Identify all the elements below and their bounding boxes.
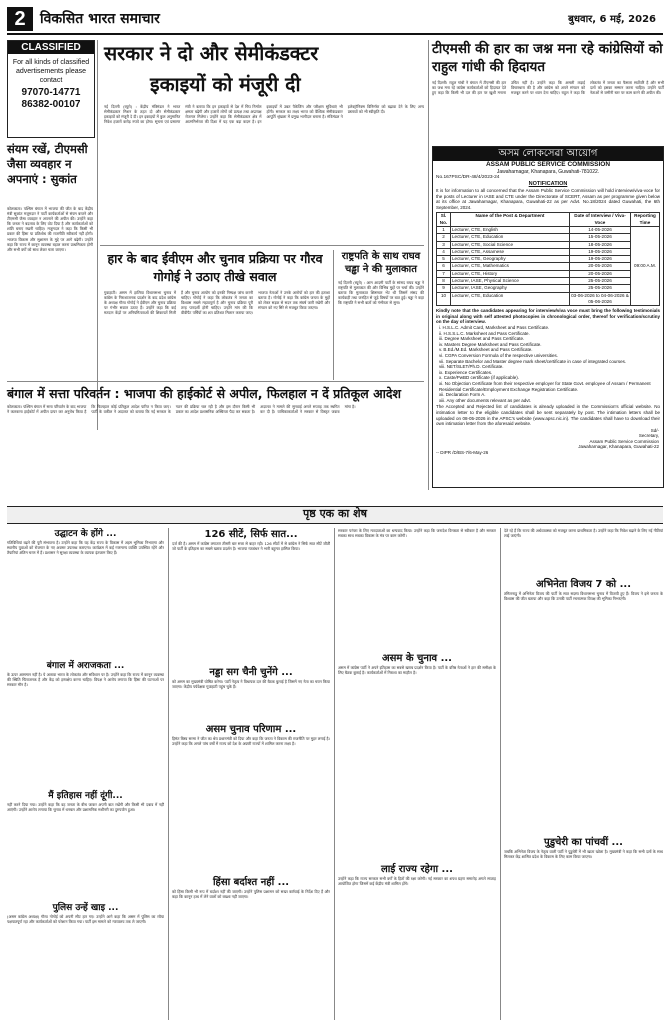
left-story-body: कोलकाता। पश्चिम बंगाल में भाजपा की जीत के बाद केंद्रीय मंत्री सुकांत मजूमदार ने पार्टी कार्यकर्ताओं से संयम बरतने और टीएमसी जैसा व्यवहार न अपनाने की अपील की। उन्होंने कहा कि जनता ने बदलाव के लिए वोट दिया है और कार्यकर्ताओं को शांति बनाए रखनी चाहिए। मजूमदार ने कहा कि किसी भी प्रकार की हिंसा या प्रतिशोध की राजनीति स्वीकार्य नहीं होगी। भाजपा विकास और सुशासन के मुद्दे पर आगे बढ़ेगी। उन्होंने कहा कि राज्य में कानून व्यवस्था बहाल करना प्राथमिकता होगी और सभी वर्गों को साथ लेकर चला जाएगा। — [7, 206, 93, 252]
table-cell: 25-05-2026 — [570, 278, 631, 285]
classified-phone-1: 97070-14771 — [21, 87, 81, 98]
classified-body: For all kinds of classified advertisements please contact — [12, 59, 90, 84]
table-cell: Lecturer, CTE, Geography — [451, 256, 570, 263]
continued-headline: असम चुनाव परिणाम ... — [205, 724, 297, 735]
page-number: 2 — [14, 8, 26, 30]
continued-headline: उद्घाटन के होंगे ... — [54, 529, 117, 539]
table-cell: Lecturer, IASE, Geography — [451, 285, 570, 292]
table-row — [437, 285, 660, 292]
document-item: iv. Masters Degree Marksheet and Pass Certificate. — [439, 341, 542, 347]
continued-body: हिमंत बिस्व सरमा ने जीत का श्रेय प्रधानमंत्री को दिया और कहा कि जनता ने विकास की राजनीति पर मुहर लगाई है। उन्होंने कहा कि अगले पांच वर्षों में राज्य को देश के अग्रणी राज्यों में शामिल करना लक्ष्य है। — [172, 736, 330, 747]
column-header: Sl. No. — [437, 213, 451, 227]
secretary-title: Secretary, — [638, 433, 659, 439]
table-cell: Lecturer, CTE, Education — [451, 292, 570, 306]
table-cell: Lecturer, CTE, English — [451, 226, 570, 233]
continued-body: गतिविधियां बढ़ने की पूरी संभावना है। उन्होंने कहा कि यह केंद्र राज्य के विकास में अहम भूमिका निभाएगा और स्थानीय युवाओं को रोजगार के नए अवसर उपलब्ध कराएगा। कार्यक्रम में कई गणमान्य व्यक्ति उपस्थित रहेंगे और तैयारियां अंतिम चरण में हैं। प्रशासन ने सुरक्षा व्यवस्था के व्यापक इंतजाम किए हैं। — [7, 540, 164, 556]
continued-body: उन्होंने कहा कि राज्य सरकार सभी वर्गों के हितों की रक्षा करेगी। नई सरकार का शपथ ग्रहण समारोह अगले सप्ताह आयोजित होगा जिसमें कई केंद्रीय मंत्री शामिल होंगे। — [338, 876, 496, 887]
table-cell: Lecturer, CTE, Education — [451, 234, 570, 241]
continued-body: को हिंसा किसी भी रूप में बर्दाश्त नहीं की जाएगी। उन्होंने पुलिस प्रशासन को सख्त कार्रवाई के निर्देश दिए हैं और कहा कि कानून हाथ में लेने वालों को बख्शा नहीं जाएगा। — [172, 889, 330, 900]
lead-story-columns — [104, 104, 424, 242]
gaurav-headline: हार के बाद ईवीएम और चुनाव प्रक्रिया पर गौरव गोगोई ने उठाए तीखे सवाल — [107, 251, 323, 284]
table-row — [437, 292, 660, 306]
table-cell: 3 — [437, 241, 451, 248]
table-cell: 25-05-2026 — [570, 285, 631, 292]
continued-body: के ऊपर आसमान नहीं है। ये अलावा भारत के लोकतंत्र और सविधान पर है। उन्होंने कहा कि राज्य में कानून व्यवस्था की स्थिति चिंताजनक है और केंद्र को हस्तक्षेप करना चाहिए। विपक्ष ने आरोप लगाया कि हिंसा की घटनाओं पर सरकार मौन है। — [7, 672, 164, 688]
notice-intro: It is for information to all concerned that the Assam Public Service Commission will hold interview/viva-voce for the posts of Lecturer in IASE and CTE under the Directorate of SCERT, Assam as per programme given below at its office at Jawaharnagar, Khanapara, Guwahati-22 as per Advt. No.18/2024 dated Guwahati, the 6th September, 2024. — [436, 188, 660, 210]
sign-label: Sd/- — [650, 427, 659, 433]
continued-body: (असम कांग्रेस अध्यक्ष) गौरव गोगोई को अपनी सीट हार गए। उन्होंने आगे कहा कि असम में पुलिस का रवैया पक्षपातपूर्ण रहा और कार्यकर्ताओं को परेशान किया गया। पार्टी इस मामले को न्यायालय तक ले जाएगी। — [7, 914, 164, 925]
section-rule — [100, 245, 424, 246]
document-item: vi. CGPA Conversion Formula of the respective universities. — [439, 352, 558, 358]
continued-body: देते रहे हैं कि राज्य की अर्थव्यवस्था को मजबूत करना प्राथमिकता है। उन्होंने कहा कि निवेश बढ़ाने के लिए नई नीतियां लाई जाएंगी। — [504, 528, 663, 539]
table-row — [437, 226, 660, 233]
notice-signature — [433, 428, 663, 450]
notice-instructions: Kindly note that the candidates appearing for interview/viva voce must bring the following testimonials in original along with self attested photocopies in chronological order, thereof for verification/scrutiny on the day of interview. — [436, 308, 660, 325]
continued-body: सरकार परंपरा के लिए मतदाताओं का धन्यवाद किया। उन्होंने कहा कि जनादेश विनम्रता से स्वीकार है और सरकार सबका साथ सबका विकास के मंत्र पर काम करेगी। — [338, 528, 496, 539]
table-cell: Lecturer, IASE, Physical Science — [451, 278, 570, 285]
bengal-headline: बंगाल में सत्ता परिवर्तन : भाजपा की हाईकोर्ट से अपील, फिलहाल न दें प्रतिकूल आदेश — [7, 386, 401, 401]
continued-body: दर्ज की है। असम में कांग्रेस लगातार तीसरी बार सत्ता से बाहर रही। 126 सीटों में से कांग्रेस ने सिर्फ सात सीटें जीतीं जो पार्टी के इतिहास का सबसे खराब प्रदर्शन है। भाजपा गठबंधन ने भारी बहुमत हासिल किया। — [172, 541, 330, 552]
notice-address: Jawaharnagar, Khanapara, Guwahati-781022. — [496, 169, 600, 175]
bengal-story-columns — [7, 404, 424, 488]
lead-headline-1: सरकार ने दो और सेमीकंडक्टर — [104, 42, 319, 65]
document-item: x. Caste/PwBD certificate (if applicable). — [439, 375, 520, 381]
gaurav-story-body: गुवाहाटी। असम में हालिया विधानसभा चुनाव में कांग्रेस के निराशाजनक प्रदर्शन के बाद प्रदेश कांग्रेस के अध्यक्ष गौरव गोगोई ने ईवीएम और चुनाव प्रक्रिया पर गंभीर सवाल उठाए हैं। उन्होंने कहा कि कई मतदान केंद्रों पर अनियमितताओं की शिकायतें मिली हैं और चुनाव आयोग को इनकी निष्पक्ष जांच करनी चाहिए। गोगोई ने कहा कि लोकतंत्र में जनता का विश्वास सबसे महत्वपूर्ण है और चुनाव प्रक्रिया पूरी तरह पारदर्शी होनी चाहिए। उन्होंने मांग की कि वीवीपैट पर्चियों का शत प्रतिशत मिलान कराया जाए। भाजपा नेताओं ने उनके आरोपों को हार की हताशा बताया है। गोगोई ने कहा कि कांग्रेस जनता के मुद्दों को लेकर सड़क से सदन तक संघर्ष जारी रखेगी और संगठन को नए सिरे से मजबूत किया जाएगा। — [104, 290, 330, 316]
table-cell: 8 — [437, 278, 451, 285]
notice-org-english: ASSAM PUBLIC SERVICE COMMISSION — [485, 161, 611, 168]
dipr-code: -- DIPR /D/BS-7/6-May-26 — [436, 450, 489, 456]
table-row — [437, 263, 660, 270]
table-cell: 2 — [437, 234, 451, 241]
table-cell: 18-05-2026 — [570, 241, 631, 248]
table-cell: Lecturer, CTE, History — [451, 270, 570, 277]
document-item: iii. Degree Marksheet and Pass Certificate. — [439, 336, 525, 342]
table-cell: 14-05-2026 — [570, 226, 631, 233]
notice-banner — [433, 147, 663, 161]
lead-headline-2: इकाइयों को मंजूरी दी — [150, 73, 301, 96]
tmc-story-body: नई दिल्ली। राहुल गांधी ने बंगाल में टीएमसी की हार का जश्न मना रहे कांग्रेस कार्यकर्ताओं को हिदायत देते हुए कहा कि किसी भी दल की हार पर खुशी मनाना उचित नहीं है। उन्होंने कहा कि असली लड़ाई विचारधारा की है और कांग्रेस को अपने संगठन को मजबूत करने पर ध्यान देना चाहिए। राहुल ने कहा कि लोकतंत्र में जनता का फैसला सर्वोपरि है और सभी दलों को इसका सम्मान करना चाहिए। उन्होंने पार्टी नेताओं से जमीनी स्तर पर काम करने की अपील की। — [432, 80, 664, 96]
notice-ref: No.167PSC/DR-48/4/2023-24 — [436, 175, 500, 180]
table-cell: 5 — [437, 256, 451, 263]
col-divider — [168, 528, 169, 1020]
continued-headline: हिंसा बर्दाश्त नहीं ... — [212, 877, 290, 888]
classified-box — [7, 40, 95, 138]
bottom-col-2 — [172, 528, 330, 1020]
lead-story-body: नई दिल्ली (ब्यूरो) : केंद्रीय मंत्रिमंडल ने भारत सेमीकंडक्टर मिशन के तहत दो और सेमीकंडक्टर इकाइयों को मंजूरी दे दी। इन इकाइयों में कुल अनुमानित निवेश हजारों करोड़ रुपये का होगा। सूचना एवं प्रसारण मंत्री ने बताया कि इन इकाइयों से देश में चिप निर्माण क्षमता बढ़ेगी और हजारों लोगों को प्रत्यक्ष तथा अप्रत्यक्ष रोजगार मिलेगा। उन्होंने कहा कि सेमीकंडक्टर क्षेत्र में आत्मनिर्भरता की दिशा में यह एक बड़ा कदम है। इन इकाइयों में उन्नत पैकेजिंग और परीक्षण सुविधाएं भी होंगी। सरकार का लक्ष्य भारत को वैश्विक सेमीकंडक्टर आपूर्ति श्रृंखला में प्रमुख भागीदार बनाना है। मंत्रिमंडल ने इलेक्ट्रॉनिक्स विनिर्माण को बढ़ावा देने के लिए अन्य प्रस्तावों को भी स्वीकृति दी। — [104, 104, 424, 125]
continued-headline: असम के चुनाव ... — [382, 653, 452, 664]
left-story-headline: संयम रखें, टीएमसी जैसा व्यवहार न अपनाएं : सुकांत — [7, 142, 88, 186]
document-item: vii. Separate Bachelor and Master degree mark sheet/certificate in case of integrated courses. — [439, 358, 627, 364]
apsc-notice — [432, 146, 664, 488]
header-rule — [7, 33, 663, 35]
table-cell: Lecturer, CTE, Mathematics — [451, 263, 570, 270]
col-divider — [500, 528, 501, 1020]
column-header: Date of Interview / Viva-Voce — [570, 213, 631, 227]
document-item: xi. No Objection Certificate from their respective employer for State Govt. employee of Assam / Permanent Residential Certificate/Employment Exchange Registration Certificate. — [439, 380, 651, 392]
continued-body: तमिलनाडु में अभिनेता विजय की पार्टी के सात सदस्य विधानसभा चुनाव में विजयी हुए हैं। विजय ने इसे जनता के विश्वास की जीत बताया और कहा कि उनकी पार्टी रचनात्मक विपक्ष की भूमिका निभाएगी। — [504, 591, 663, 602]
table-cell: 4 — [437, 248, 451, 255]
table-cell: 10 — [437, 292, 451, 306]
table-row — [437, 248, 660, 255]
column-header: Name of the Post & Department — [451, 213, 570, 227]
document-item: v. B.Ed./M.Ed. Marksheet and Pass Certificate. — [439, 347, 533, 353]
continued-headline: पुलिस उन्हें खाइ ... — [52, 903, 119, 913]
continued-headline: अभिनेता विजय 7 को ... — [535, 579, 632, 590]
table-row — [437, 234, 660, 241]
continued-headline: नड्डा सग चैनी चुनेंगे ... — [209, 667, 293, 678]
bottom-col-1 — [7, 528, 164, 1020]
notice-closing: The Accepted and Rejected list of candidates is already uploaded in the Commission's official website. No intimation letter to the eligible candidates shall be sent separately by post. The intimation letters shall be uploaded on 08-05-2026 in the APSC's website (www.apsc.nic.in). The candidates shall have to download their own intimation letter from the aforesaid website. — [436, 404, 660, 427]
continued-headline: लाई राज्य रहेगा ... — [381, 864, 453, 875]
table-cell: 19-05-2026 — [570, 256, 631, 263]
classified-title: CLASSIFIED — [8, 41, 94, 54]
table-row — [437, 256, 660, 263]
continued-body: असम में कांग्रेस पार्टी ने अपने इतिहास का सबसे खराब प्रदर्शन किया है। पार्टी के वरिष्ठ नेताओं ने हार की समीक्षा के लिए बैठक बुलाई है। कार्यकर्ताओं में निराशा का माहौल है। — [338, 665, 496, 676]
continued-banner: पृष्ठ एक का शेष — [303, 507, 367, 520]
document-item: xiii. Any other documents relevant as per advt. — [439, 397, 532, 403]
table-cell: Lecturer, CTE, Assamese — [451, 248, 570, 255]
president-headline: राष्ट्रपति के साथ राघव चड्ढा ने की मुलाकात — [341, 251, 421, 275]
schedule-table — [436, 212, 660, 306]
bengal-story-body: कोलकाता। पश्चिम बंगाल में सत्ता परिवर्तन के बाद भाजपा ने कलकत्ता हाईकोर्ट में अपील दायर कर अनुरोध किया है कि फिलहाल कोई प्रतिकूल आदेश पारित न किया जाए। पार्टी के वकील ने अदालत को बताया कि नई सरकार के गठन की प्रक्रिया चल रही है और इस दौरान किसी भी प्रकार का आदेश प्रशासनिक अस्थिरता पैदा कर सकता है। अदालत ने मामले की सुनवाई अगले सप्ताह तक स्थगित कर दी है। याचिकाकर्ताओं ने सरकार से विस्तृत जवाब मांगा है। — [7, 404, 356, 415]
col-divider — [97, 40, 98, 430]
table-cell: 19-05-2026 — [570, 248, 631, 255]
continued-body: को असम का मुख्यमंत्री घोषित करेगा। पार्टी नेतृत्व ने विधायक दल की बैठक बुलाई है जिसमें नए नेता का चयन किया जाएगा। केंद्रीय पर्यवेक्षक गुवाहाटी पहुंच चुके हैं। — [172, 679, 330, 690]
continued-body: नहीं करने दिया गया। उन्होंने कहा कि वह जनता के बीच जाकर अपनी बात रखेंगी और किसी भी दबाव में नहीं आएंगी। उन्होंने आरोप लगाया कि चुनाव में धनबल और प्रशासनिक मशीनरी का दुरुपयोग हुआ। — [7, 802, 164, 813]
issue-date: बुधवार, 6 मई, 2026 — [568, 14, 656, 25]
continued-headline: बंगाल में अराजकता ... — [46, 661, 125, 671]
table-cell: 03-06-2026 to 04-06-2026 & 05-06-2026 — [571, 292, 629, 304]
col-divider — [334, 528, 335, 1020]
continued-body: जबकि अभिनेता विजय के नेतृत्व वाली पार्टी ने पुडुचेरी में भी खाता खोला है। मुख्यमंत्री ने कहा कि सभी दलों के साथ मिलकर केंद्र शासित प्रदेश के विकास के लिए काम किया जाएगा। — [504, 849, 663, 860]
bottom-col-4 — [504, 528, 663, 1020]
document-item: xii. Declaration Form A. — [439, 392, 486, 398]
sign-address: Jawaharnagar, Khanapara, Guwahati-22 — [578, 444, 659, 450]
gaurav-story-columns — [104, 290, 330, 378]
table-row — [437, 270, 660, 277]
continued-headline: पुडुचेरी का पांचवीं ... — [544, 837, 623, 848]
masthead: विकसित भारत समाचार — [40, 11, 160, 27]
table-cell: 1 — [437, 226, 451, 233]
reporting-time-cell: 09:00 A.M. — [631, 226, 660, 305]
tmc-headline: टीएमसी की हार का जश्न मना रहे कांग्रेसियों को राहुल गांधी की हिदायत — [432, 41, 663, 75]
document-item: i. H.S.L.C. Admit Card, Marksheet and Pass Certificate. — [439, 325, 550, 331]
table-cell: 6 — [437, 263, 451, 270]
table-cell: 20-05-2026 — [570, 270, 631, 277]
continued-headline: मैं इतिहास नहीं दूंगी... — [48, 791, 123, 801]
col-divider — [333, 250, 334, 380]
document-item: ix. Experience Certificates. — [439, 369, 493, 375]
bottom-col-3 — [338, 528, 496, 1020]
table-row — [437, 241, 660, 248]
president-story-body: नई दिल्ली (ब्यूरो) : आम आदमी पार्टी के सांसद राघव चड्ढा ने राष्ट्रपति से मुलाकात की और विभिन्न मुद्दों पर चर्चा की। उन्होंने बताया कि मुलाकात शिष्टाचार भेंट थी जिसमें संसद की कार्यवाही तथा जनहित से जुड़े विषयों पर बात हुई। चड्ढा ने कहा कि राष्ट्रपति ने सभी बातों को गंभीरता से सुना। — [338, 280, 424, 306]
table-cell: 7 — [437, 270, 451, 277]
col-divider — [428, 40, 429, 490]
documents-list — [433, 325, 663, 403]
tmc-story-columns — [432, 80, 664, 144]
notice-table-wrap — [433, 210, 663, 308]
table-cell: Lecturer, CTE, Social Science — [451, 241, 570, 248]
column-header: Reporting Time — [631, 213, 660, 227]
document-item: viii. NET/SLET/Ph.D. Certificate. — [439, 364, 504, 370]
page-number-box — [7, 7, 33, 31]
notice-org-assamese: অসম লোকসেৱা আয়োগ — [498, 148, 598, 159]
notice-title: NOTIFICATION — [528, 181, 568, 187]
classified-phone-2: 86382-00107 — [21, 99, 81, 110]
table-cell: 20-05-2026 — [570, 263, 631, 270]
continued-headline: 126 सीटें, सिर्फ सात... — [204, 529, 298, 540]
table-header-row — [437, 213, 660, 227]
table-row — [437, 278, 660, 285]
section-rule — [7, 381, 424, 382]
document-item: ii. H.S.S.L.C. Marksheet and Pass Certificate. — [439, 330, 530, 336]
sign-org: Assam Public Service Commission — [589, 438, 659, 444]
table-cell: 15-05-2026 — [570, 234, 631, 241]
table-cell: 9 — [437, 285, 451, 292]
